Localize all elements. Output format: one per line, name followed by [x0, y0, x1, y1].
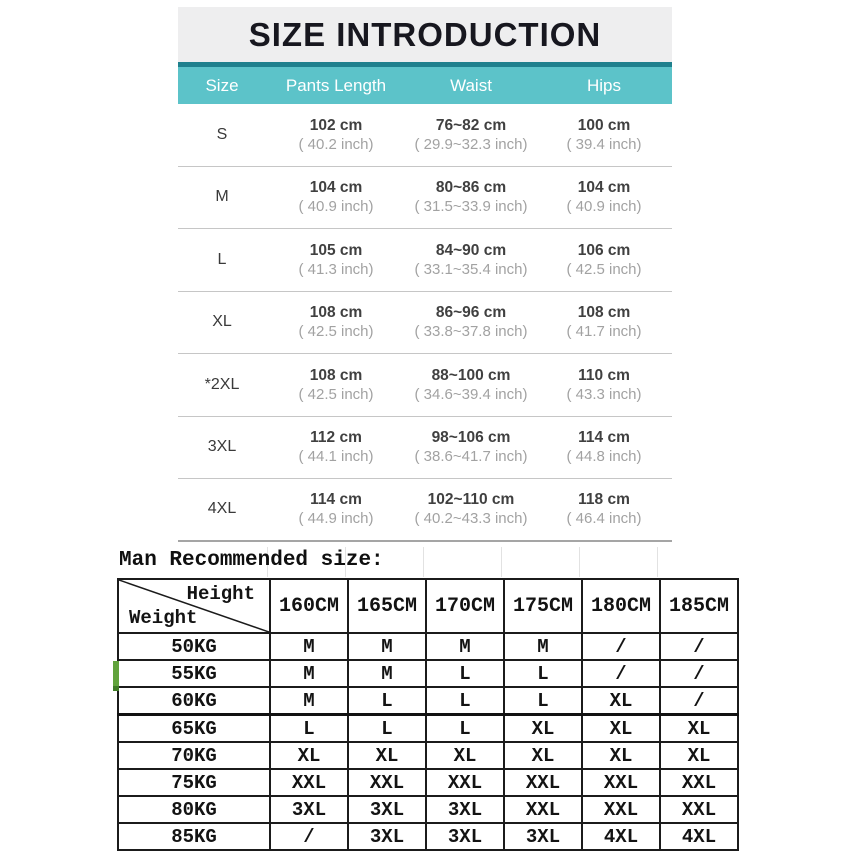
pants-length-cell [266, 241, 406, 279]
inch-value: ( 34.6~39.4 inch) [414, 385, 528, 403]
size-value-cell: XL [660, 742, 738, 769]
size-cell: 4XL [207, 500, 237, 518]
size-value-cell: L [348, 687, 426, 715]
gridline-remnant [657, 547, 658, 577]
inch-value: ( 42.5 inch) [298, 385, 374, 403]
cm-value: 102~110 cm [427, 491, 515, 509]
size-value-cell: XL [582, 687, 660, 715]
cm-value: 112 cm [310, 429, 362, 447]
inch-value: ( 33.1~35.4 inch) [414, 260, 528, 278]
size-cell: M [215, 188, 229, 206]
inch-value: ( 44.8 inch) [566, 448, 642, 466]
col-header-hips: Hips [586, 75, 621, 95]
size-value-cell: M [348, 633, 426, 660]
weight-cell: 55KG [118, 660, 270, 687]
size-value-cell: L [348, 715, 426, 743]
waist-cell [406, 490, 536, 528]
size-value-cell: L [426, 687, 504, 715]
weight-row-80kg [118, 796, 738, 823]
gridline-remnant [423, 547, 424, 577]
size-value-cell: M [270, 687, 348, 715]
size-introduction-table [178, 7, 672, 542]
pants-length-cell [266, 366, 406, 404]
inch-value: ( 44.1 inch) [298, 448, 374, 466]
inch-value: ( 40.2~43.3 inch) [414, 510, 528, 528]
inch-value: ( 42.5 inch) [566, 260, 642, 278]
hips-cell [536, 178, 672, 216]
waist-cell [406, 178, 536, 216]
waist-cell [406, 428, 536, 466]
size-value-cell: L [426, 715, 504, 743]
col-header-size: Size [205, 75, 239, 95]
cm-value: 80~86 cm [435, 179, 507, 197]
size-value-cell: XXL [504, 769, 582, 796]
size-value-cell: L [504, 687, 582, 715]
cm-value: 108 cm [309, 366, 363, 384]
inch-value: ( 44.9 inch) [298, 510, 374, 528]
cm-value: 114 cm [310, 491, 362, 509]
inch-value: ( 43.3 inch) [566, 385, 642, 403]
recommend-header-row [118, 579, 738, 633]
size-row-m [178, 167, 672, 230]
height-col-header: 185CM [660, 579, 738, 633]
size-value-cell: XL [270, 742, 348, 769]
cm-value: 98~106 cm [431, 429, 511, 447]
hips-cell [536, 303, 672, 341]
weight-cell: 65KG [118, 715, 270, 743]
size-value-cell: XL [660, 715, 738, 743]
size-value-cell: 3XL [426, 823, 504, 850]
weight-cell: 70KG [118, 742, 270, 769]
cm-value: 108 cm [577, 304, 631, 322]
cm-value: 114 cm [578, 429, 630, 447]
height-col-header: 170CM [426, 579, 504, 633]
size-value-cell: / [582, 660, 660, 687]
inch-value: ( 33.8~37.8 inch) [414, 323, 528, 341]
weight-cell: 60KG [118, 687, 270, 715]
size-value-cell: 3XL [348, 796, 426, 823]
size-cell: *2XL [204, 375, 240, 393]
size-cell: S [216, 125, 228, 143]
cm-value: 76~82 cm [435, 116, 507, 134]
size-value-cell: XL [504, 742, 582, 769]
green-selection-mark [113, 661, 119, 691]
pants-length-cell [266, 178, 406, 216]
waist-cell [406, 241, 536, 279]
inch-value: ( 42.5 inch) [298, 323, 374, 341]
height-col-header: 160CM [270, 579, 348, 633]
size-value-cell: XXL [504, 796, 582, 823]
weight-cell: 50KG [118, 633, 270, 660]
size-table-header-row [178, 67, 672, 104]
height-col-header: 165CM [348, 579, 426, 633]
size-value-cell: XXL [270, 769, 348, 796]
inch-value: ( 41.3 inch) [298, 260, 374, 278]
size-value-cell: / [660, 633, 738, 660]
inch-value: ( 31.5~33.9 inch) [414, 198, 528, 216]
height-weight-corner-cell [118, 579, 270, 633]
size-value-cell: XXL [348, 769, 426, 796]
gridline-remnant [501, 547, 502, 577]
size-value-cell: XXL [660, 796, 738, 823]
size-value-cell: XL [582, 715, 660, 743]
gridline-remnant [579, 547, 580, 577]
size-value-cell: 4XL [660, 823, 738, 850]
inch-value: ( 41.7 inch) [566, 323, 642, 341]
size-value-cell: / [660, 660, 738, 687]
cm-value: 86~96 cm [435, 304, 507, 322]
size-value-cell: M [270, 660, 348, 687]
size-cell: 3XL [207, 438, 237, 456]
size-value-cell: XL [426, 742, 504, 769]
size-value-cell: M [348, 660, 426, 687]
size-value-cell: L [270, 715, 348, 743]
pants-length-cell [266, 490, 406, 528]
inch-value: ( 40.9 inch) [566, 198, 642, 216]
corner-weight-label: Weight [129, 607, 198, 629]
cm-value: 100 cm [577, 116, 631, 134]
weight-cell: 85KG [118, 823, 270, 850]
cm-value: 105 cm [309, 241, 363, 259]
cm-value: 108 cm [309, 304, 363, 322]
cm-value: 110 cm [578, 366, 630, 384]
size-value-cell: / [270, 823, 348, 850]
size-value-cell: M [426, 633, 504, 660]
size-value-cell: XXL [582, 769, 660, 796]
inch-value: ( 39.4 inch) [566, 135, 642, 153]
inch-value: ( 46.4 inch) [566, 510, 642, 528]
cm-value: 106 cm [577, 241, 631, 259]
height-col-header: 175CM [504, 579, 582, 633]
weight-row-60kg [118, 687, 738, 715]
cm-value: 104 cm [577, 179, 631, 197]
pants-length-cell [266, 303, 406, 341]
cm-value: 84~90 cm [435, 241, 507, 259]
size-value-cell: XXL [660, 769, 738, 796]
inch-value: ( 29.9~32.3 inch) [414, 135, 528, 153]
size-value-cell: M [270, 633, 348, 660]
col-header-waist: Waist [450, 75, 492, 95]
waist-cell [406, 303, 536, 341]
cm-value: 102 cm [309, 116, 363, 134]
size-value-cell: M [504, 633, 582, 660]
height-col-header: 180CM [582, 579, 660, 633]
inch-value: ( 40.2 inch) [298, 135, 374, 153]
pants-length-cell [266, 428, 406, 466]
size-value-cell: / [660, 687, 738, 715]
size-value-cell: 3XL [348, 823, 426, 850]
hips-cell [536, 241, 672, 279]
size-value-cell: 3XL [504, 823, 582, 850]
size-value-cell: XL [348, 742, 426, 769]
size-value-cell: L [426, 660, 504, 687]
weight-row-50kg [118, 633, 738, 660]
inch-value: ( 38.6~41.7 inch) [414, 448, 528, 466]
size-value-cell: XL [504, 715, 582, 743]
hips-cell [536, 116, 672, 154]
weight-row-75kg [118, 769, 738, 796]
size-value-cell: L [504, 660, 582, 687]
size-cell: L [217, 250, 227, 268]
size-value-cell: 4XL [582, 823, 660, 850]
size-row-xl [178, 292, 672, 355]
size-row-l [178, 229, 672, 292]
waist-cell [406, 366, 536, 404]
weight-row-70kg [118, 742, 738, 769]
size-value-cell: XL [582, 742, 660, 769]
size-value-cell: XXL [582, 796, 660, 823]
size-row-4xl [178, 479, 672, 542]
weight-cell: 75KG [118, 769, 270, 796]
weight-row-85kg [118, 823, 738, 850]
hips-cell [536, 490, 672, 528]
size-cell: XL [212, 313, 232, 331]
size-value-cell: 3XL [270, 796, 348, 823]
corner-height-label: Height [186, 583, 255, 605]
size-value-cell: / [582, 633, 660, 660]
recommended-size-title: Man Recommended size: [119, 549, 384, 572]
recommended-size-table [117, 578, 739, 851]
weight-cell: 80KG [118, 796, 270, 823]
weight-row-65kg [118, 715, 738, 743]
hips-cell [536, 366, 672, 404]
col-header-pants-length: Pants Length [285, 75, 387, 95]
inch-value: ( 40.9 inch) [298, 198, 374, 216]
size-row-3xl [178, 417, 672, 480]
hips-cell [536, 428, 672, 466]
cm-value: 88~100 cm [431, 366, 511, 384]
size-row-s [178, 104, 672, 167]
weight-row-55kg [118, 660, 738, 687]
waist-cell [406, 116, 536, 154]
cm-value: 104 cm [309, 179, 363, 197]
size-introduction-title: SIZE INTRODUCTION [178, 7, 672, 62]
pants-length-cell [266, 116, 406, 154]
size-row-2xl [178, 354, 672, 417]
cm-value: 118 cm [578, 491, 630, 509]
size-value-cell: XXL [426, 769, 504, 796]
size-value-cell: 3XL [426, 796, 504, 823]
